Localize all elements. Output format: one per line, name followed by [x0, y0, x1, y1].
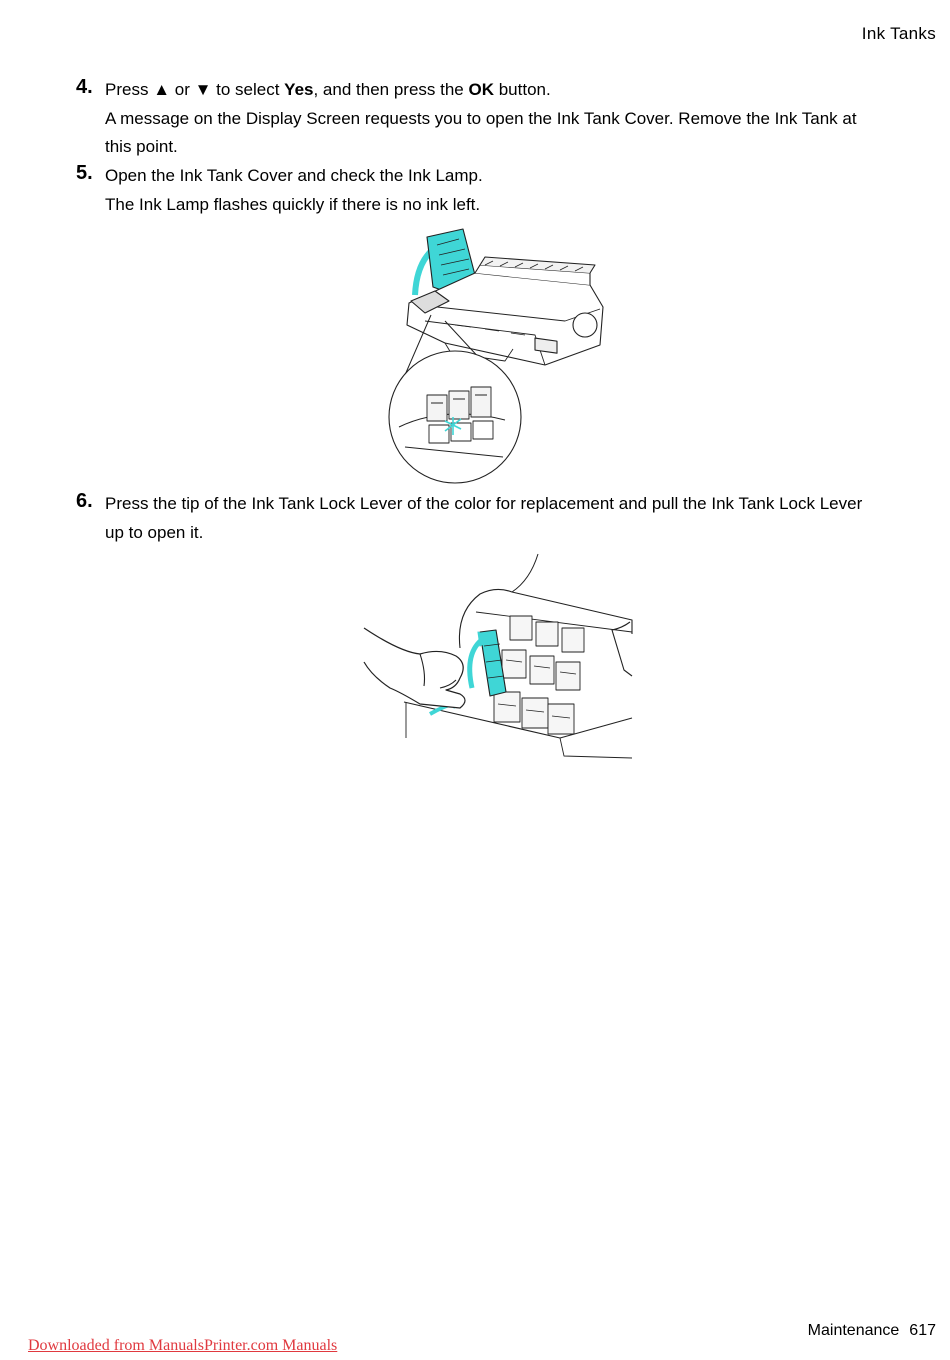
step-instruction: Open the Ink Tank Cover and check the Ink Lamp.	[105, 166, 483, 185]
text-press: Press	[105, 80, 154, 99]
page-footer	[798, 1322, 936, 1340]
step-number: 6.	[76, 490, 93, 512]
step-instruction: Press the tip of the Ink Tank Lock Lever of the color for replacement and pull the Ink Tank Lock Lever up to open it.	[105, 494, 863, 542]
step-detail: The Ink Lamp flashes quickly if there is no ink left.	[105, 194, 481, 214]
step-6	[76, 490, 876, 547]
text-or: or	[170, 80, 195, 99]
page-header-title: Ink Tanks	[861, 24, 936, 43]
step-4	[76, 76, 876, 162]
step-detail: A message on the Display Screen requests you to open the Ink Tank Cover. Remove the Ink Tank at this point.	[105, 108, 857, 156]
page-number: 617	[909, 1322, 936, 1339]
ok-button-label: OK	[468, 80, 494, 99]
hand-icon	[364, 628, 465, 708]
footer-section: Maintenance	[807, 1322, 900, 1339]
down-arrow-icon: ▼	[194, 80, 212, 99]
text-button: button.	[493, 80, 551, 99]
step-number: 5.	[76, 162, 93, 184]
printer-ink-cover-illustration	[385, 225, 610, 485]
step-instruction	[105, 76, 876, 105]
step-number: 4.	[76, 76, 93, 98]
yes-option: Yes	[284, 80, 314, 99]
text-to-select: to select	[211, 80, 285, 99]
text-then-press: , and then press the	[313, 80, 469, 99]
ink-tank-lock-lever-illustration	[360, 552, 635, 762]
step-5	[76, 162, 876, 219]
up-arrow-icon: ▲	[153, 80, 171, 99]
download-source-link[interactable]: Downloaded from ManualsPrinter.com Manuals	[28, 1337, 338, 1354]
